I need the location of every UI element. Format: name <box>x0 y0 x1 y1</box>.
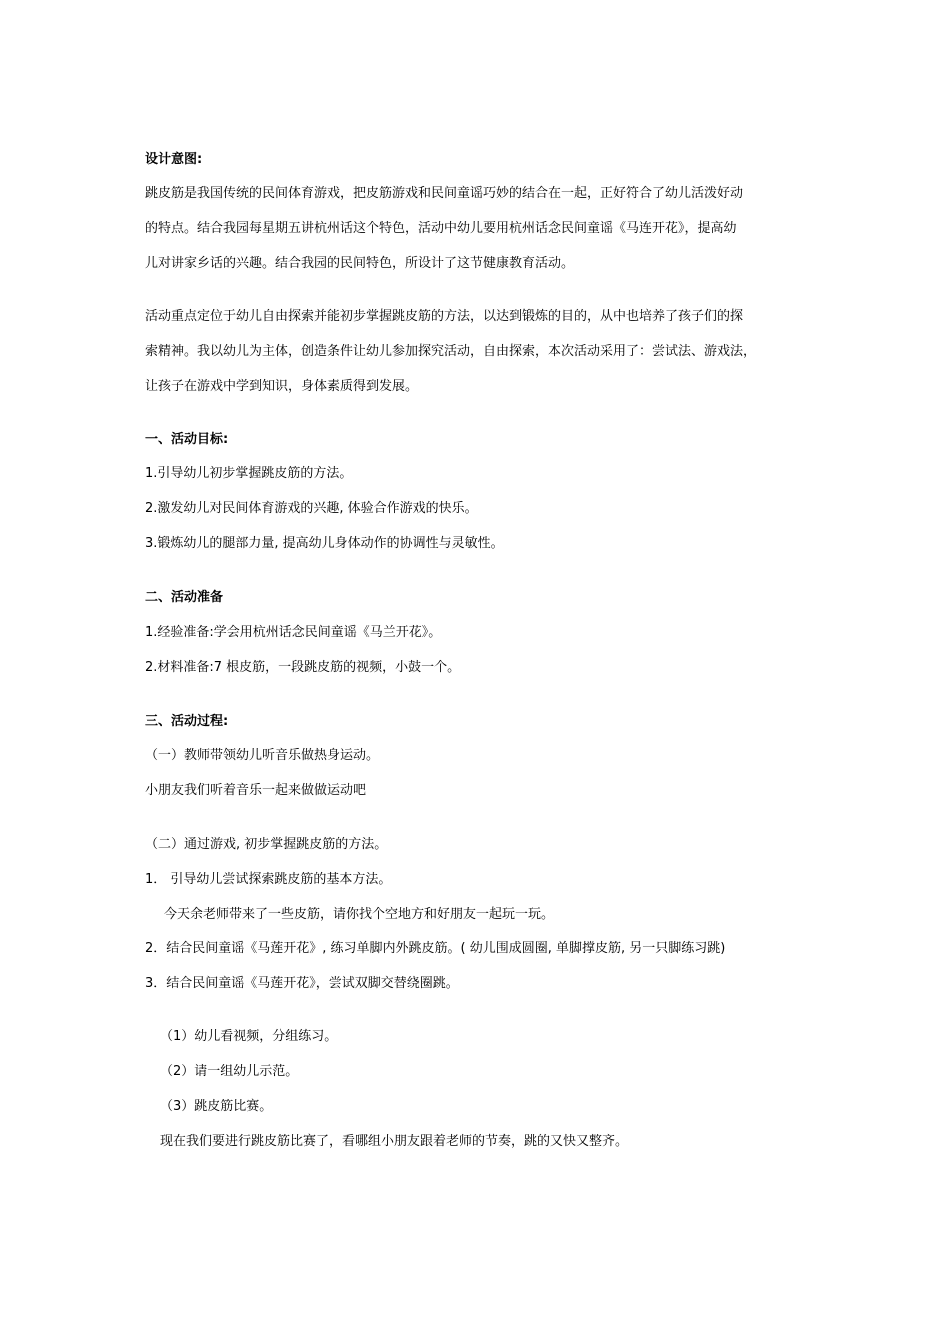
process-part1-title: （一）教师带领幼儿听音乐做热身运动。 <box>145 748 380 763</box>
design-intent-p1-line1: 跳皮筋是我国传统的民间体育游戏，把皮筋游戏和民间童谣巧妙的结合在一起，正好符合了幼儿活泼好动 <box>145 186 744 201</box>
design-intent-p1-line3: 儿对讲家乡话的兴趣。结合我园的民间特色，所设计了这节健康教育活动。 <box>145 256 575 271</box>
design-intent-p2-line1: 活动重点定位于幼儿自由探索并能初步掌握跳皮筋的方法，以达到锻炼的目的，从中也培养了孩子们的探 <box>145 309 744 324</box>
design-intent-heading: 设计意图: <box>145 152 203 167</box>
goal-item-2: 2.激发幼儿对民间体育游戏的兴趣, 体验合作游戏的快乐。 <box>145 501 478 516</box>
preparation-item-1: 1.经验准备:学会用杭州话念民间童谣《马兰开花》。 <box>145 625 442 640</box>
process-sub-item-2: （2）请一组幼儿示范。 <box>160 1064 299 1079</box>
design-intent-p1-line2: 的特点。结合我园每星期五讲杭州话这个特色，活动中幼儿要用杭州话念民间童谣《马连开花》，提高幼 <box>145 221 737 236</box>
process-part1-text: 小朋友我们听着音乐一起来做做运动吧 <box>145 783 367 798</box>
goal-item-3: 3.锻炼幼儿的腿部力量, 提高幼儿身体动作的协调性与灵敏性。 <box>145 536 504 551</box>
process-step1: 1． 引导幼儿尝试探索跳皮筋的基本方法。 <box>145 872 392 887</box>
process-step3: 3．结合民间童谣《马莲开花》，尝试双脚交替绕圈跳。 <box>145 976 459 991</box>
process-step1-text: 今天余老师带来了一些皮筋，请你找个空地方和好朋友一起玩一玩。 <box>164 907 555 922</box>
preparation-item-2: 2.材料准备:7 根皮筋，一段跳皮筋的视频，小鼓一个。 <box>145 660 461 675</box>
design-intent-p2-line3: 让孩子在游戏中学到知识，身体素质得到发展。 <box>145 379 419 394</box>
goals-heading: 一、活动目标: <box>145 432 229 447</box>
process-sub-item-1: （1）幼儿看视频，分组练习。 <box>160 1029 338 1044</box>
process-part2-title: （二）通过游戏, 初步掌握跳皮筋的方法。 <box>145 837 388 852</box>
process-heading: 三、活动过程: <box>145 714 229 729</box>
design-intent-p2-line2: 索精神。我以幼儿为主体，创造条件让幼儿参加探究活动，自由探索，本次活动采用了：尝试法、游戏法， <box>145 344 757 359</box>
preparation-heading: 二、活动准备 <box>145 590 224 605</box>
process-sub-item-3: （3）跳皮筋比赛。 <box>160 1099 273 1114</box>
goal-item-1: 1.引导幼儿初步掌握跳皮筋的方法。 <box>145 466 353 481</box>
process-step2: 2．结合民间童谣《马莲开花》, 练习单脚内外跳皮筋。( 幼儿围成圆圈, 单脚撑皮筋, 另一只脚练习跳) <box>145 941 726 956</box>
process-closing: 现在我们要进行跳皮筋比赛了，看哪组小朋友跟着老师的节奏，跳的又快又整齐。 <box>160 1134 629 1149</box>
